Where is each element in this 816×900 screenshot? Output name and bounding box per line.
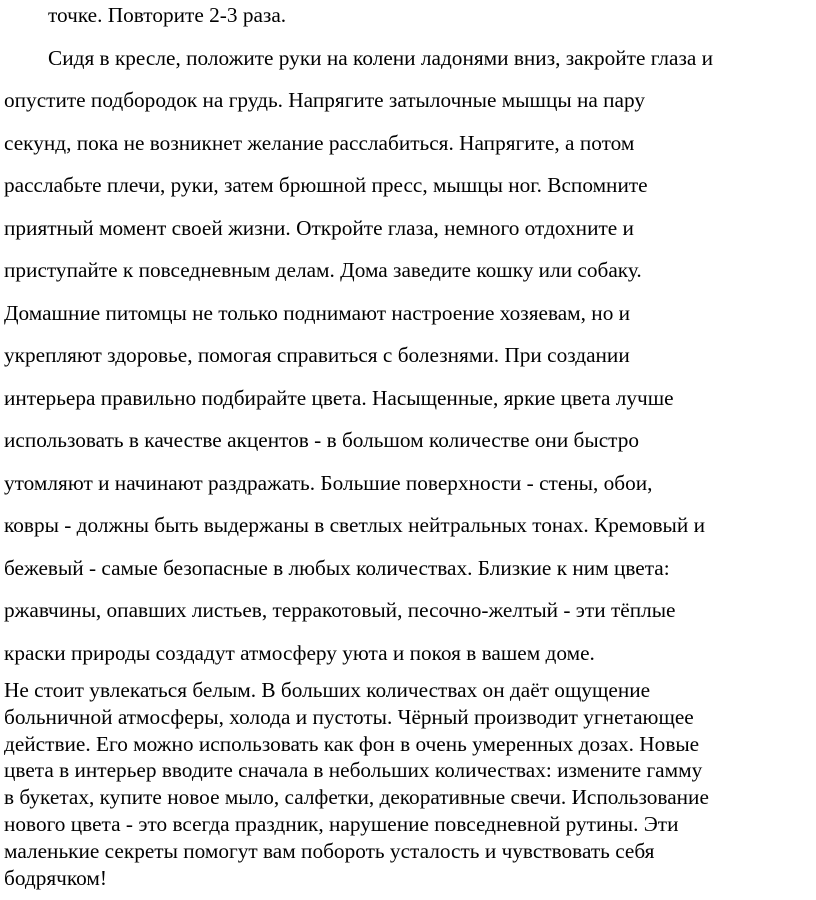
- paragraph-2-line: Сидя в кресле, положите руки на колени ладонями вниз, закройте глаза и: [48, 45, 714, 70]
- paragraph-2-line: краски природы создадут атмосферу уюта и покоя в вашем доме.: [4, 640, 595, 665]
- single-spaced-text-block: [4, 677, 816, 891]
- paragraph-2-line: секунд, пока не возникнет желание расслабиться. Напрягите, а потом: [4, 130, 635, 155]
- paragraph-2-line: приятный момент своей жизни. Откройте глаза, немного отдохните и: [4, 215, 634, 240]
- paragraph-2-line: опустите подбородок на грудь. Напрягите затылочные мышцы на пару: [4, 88, 646, 112]
- paragraph-3-line: бодрячком!: [4, 865, 107, 890]
- paragraph-3-line: Не стоит увлекаться белым. В больших количествах он даёт ощущение: [4, 678, 651, 702]
- paragraph-3-line: больничной атмосферы, холода и пустоты. Чёрный производит угнетающее: [4, 704, 694, 729]
- paragraph-2-line: ржавчины, опавших листьев, терракотовый, песочно-желтый - эти тёплые: [4, 598, 676, 622]
- paragraph-2-line: укрепляют здоровье, помогая справиться с болезнями. При создании: [4, 343, 630, 367]
- paragraph-1-line: точке. Повторите 2-3 раза.: [48, 3, 287, 27]
- paragraph-2-line: расслабьте плечи, руки, затем брюшной пресс, мышцы ног. Вспомните: [4, 173, 648, 197]
- double-spaced-text-block: [4, 0, 816, 674]
- paragraph-2-line: ковры - должны быть выдержаны в светлых нейтральных тонах. Кремовый и: [4, 513, 705, 537]
- paragraph-3-line: действие. Его можно использовать как фон в очень умеренных дозах. Новые: [4, 731, 700, 756]
- paragraph-2-line: приступайте к повседневным делам. Дома заведите кошку или собаку.: [4, 258, 642, 282]
- paragraph-2-line: использовать в качестве акцентов - в большом количестве они быстро: [4, 428, 640, 452]
- paragraph-2-line: Домашние питомцы не только поднимают настроение хозяевам, но и: [4, 300, 631, 325]
- paragraph-3-line: цвета в интерьер вводите сначала в небольших количествах: измените гамму: [4, 758, 703, 783]
- paragraph-2-line: утомляют и начинают раздражать. Большие поверхности - стены, обои,: [4, 470, 653, 495]
- paragraph-3-line: в букетах, купите новое мыло, салфетки, декоративные свечи. Использование: [4, 785, 709, 810]
- paragraph-2-line: бежевый - самые безопасные в любых количествах. Близкие к ним цвета:: [4, 555, 670, 580]
- paragraph-3-line: маленькие секреты помогут вам побороть усталость и чувствовать себя: [4, 838, 655, 863]
- paragraph-3-line: нового цвета - это всегда праздник, нарушение повседневной рутины. Эти: [4, 811, 679, 836]
- paragraph-2-line: интерьера правильно подбирайте цвета. Насыщенные, яркие цвета лучше: [4, 385, 674, 410]
